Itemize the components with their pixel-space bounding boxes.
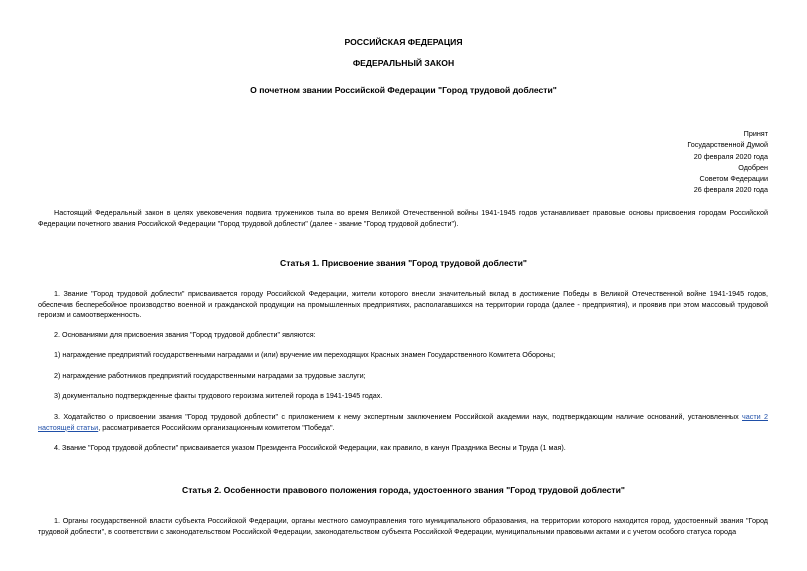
country-heading: РОССИЙСКАЯ ФЕДЕРАЦИЯ: [344, 37, 463, 47]
article-1-part-2-item-2: 2) награждение работников предприятий государственными наградами за трудовые заслуги;: [54, 371, 366, 380]
article-1-part-2: 2. Основаниями для присвоения звания "Город трудовой доблести" являются:: [54, 330, 316, 339]
adoption-line: Государственной Думой: [687, 140, 768, 150]
part-2-reference-link[interactable]: части 2 настоящей статьи: [38, 412, 768, 432]
preamble-paragraph: Настоящий Федеральный закон в целях увековечения подвига тружеников тыла во время Великой Отечественной войны 1941-1945 годов устанавливает правовые основы присвоения городам Российской Федерации почетного звания Российской Федерации "Город трудовой доблести" (далее - звание "Город трудовой доблести").: [38, 208, 768, 228]
approval-line: Одобрен: [738, 162, 768, 172]
article-1-part-1: 1. Звание "Город трудовой доблести" присваивается городу Российской Федерации, жители которого внесли значительный вклад в достижение Победы в Великой Отечественной войне 1941-1945 годов, обеспечив бесперебойное производство военной и гражданской продукции на промышленных предприятиях, располагавшихся на территории города (далее - предприятия), и проявив при этом массовый трудовой героизм и самоотверженность.: [38, 289, 768, 320]
article-1-part-4: 4. Звание "Город трудовой доблести" присваивается указом Президента Российской Федерации, как правило, в канун Праздника Весны и Труда (1 мая).: [54, 443, 566, 452]
adoption-date: 20 февраля 2020 года: [693, 151, 768, 161]
approval-line: Советом Федерации: [699, 174, 768, 184]
approval-date: 26 февраля 2020 года: [693, 185, 768, 195]
article-1-part-2-item-3: 3) документально подтвержденные факты трудового героизма жителей города в 1941-1945 годах.: [54, 391, 383, 400]
law-type-heading: ФЕДЕРАЛЬНЫЙ ЗАКОН: [352, 58, 455, 68]
article-1-heading: Статья 1. Присвоение звания "Город трудовой доблести": [280, 258, 527, 268]
article-2-part-1: 1. Органы государственной власти субъекта Российской Федерации, органы местного самоуправления того муниципального образования, на территории которого находится город, удостоенный звания "Город трудовой доблести", в соответствии с законодательством Российской Федерации, законодательством субъекта Российской Федерации, муниципальными правовыми актами и с учетом особого статуса города: [38, 516, 768, 536]
law-title: О почетном звании Российской Федерации "Город трудовой доблести": [250, 85, 557, 95]
adoption-block: [687, 128, 768, 196]
adoption-line: Принят: [743, 129, 768, 138]
article-2-heading: Статья 2. Особенности правового положения города, удостоенного звания "Город трудовой доблести": [182, 485, 625, 495]
article-1-part-3-text-start: 3. Ходатайство о присвоении звания "Город трудовой доблести" с приложением к нему экспертным заключением Российской академии наук, подтверждающим наличие оснований, установленных: [54, 412, 743, 421]
article-1-part-3: [38, 412, 768, 433]
article-1-part-3-text-end: , рассматривается Российским организационным комитетом "Победа".: [98, 422, 335, 432]
article-1-part-2-item-1: 1) награждение предприятий государственными наградами и (или) вручение им переходящих Красных знамен Государственного Комитета Обороны;: [54, 350, 556, 359]
